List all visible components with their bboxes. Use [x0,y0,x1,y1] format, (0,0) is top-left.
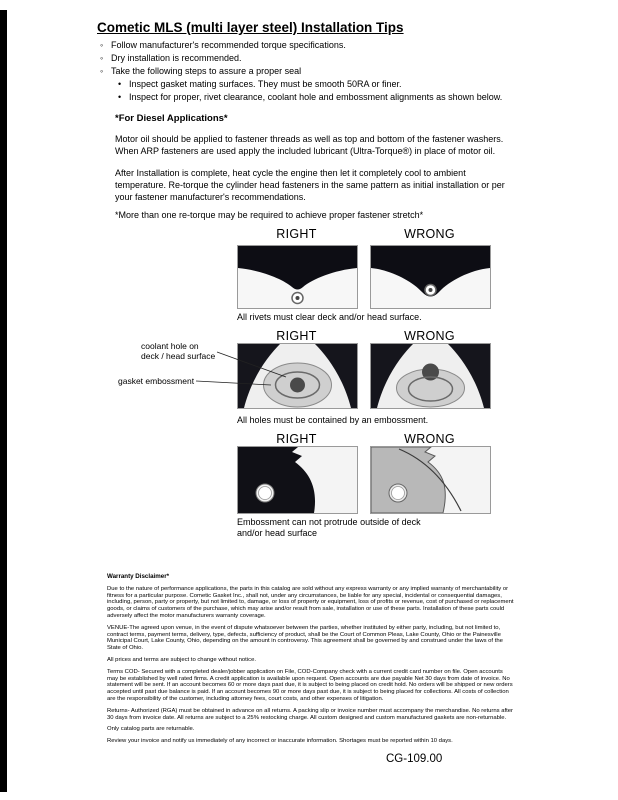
wrong-column-label: WRONG [404,432,455,446]
disclaimer-paragraph: Returns- Authorized (RGA) must be obtained in advance on all returns. A packing slip or invoice number must accompany the merchandise. No returns after 30 days from invoice date. All returns are subject to a 25% restocking charge. All custom designed and custom manufactured gaskets are non-returnable. [107,707,514,721]
tip-text: Inspect for proper, rivet clearance, coolant hole and embossment alignments as shown below. [129,92,503,102]
tip-text: Take the following steps to assure a proper seal [111,66,302,76]
diesel-paragraph-2: After Installation is complete, heat cycle the engine then let it completely cool to ambient temperature. Re-torque the cylinder head fasteners in the same pattern as initial installation or per your fastener manufacturer's recommendations. [115,168,505,202]
diagram-caption-holes: All holes must be contained by an embossment. [237,415,429,425]
diagram-caption-rivets: All rivets must clear deck and/or head surface. [237,312,422,322]
disclaimer-paragraph: All prices and terms are subject to change without notice. [107,656,256,663]
tip-item [100,52,502,65]
embossment-protrusion-wrong-diagram [370,446,491,514]
disclaimer-paragraph: Due to the nature of performance applications, the parts in this catalog are sold without any express warranty or any implied warranty of merchantability or fitness for a particular purpose. Cometic Gasket Inc., shall not, under any circumstances, be liable for any special, incidental or consequential damages, including, person, party or property, but not limited to, damage, or loss of property or equipment, loss of profits or revenue, cost of purchased or replacement goods, or claims of customers of the purchase, which may arise and/or result from sale, installation or use of these parts. Installation of these parts could adversely affect the motor manufacturers warranty coverage. [107,585,514,619]
coolant-hole-annotation [141,341,215,361]
rivet-clearance-right-diagram [237,245,358,309]
right-column-label: RIGHT [276,329,317,343]
tip-sub-item [118,91,502,104]
disclaimer-paragraph: VENUE-The agreed upon venue, in the event of dispute whatsoever between the parties, whether instituted by either party, including, but not limited to, contract terms, payment terms, delivery, type, defects, sufficiency of product, shall be the Court of Common Pleas, Lake County, Ohio or the Painesville Municipal Court, Lake County, Ohio, depending on the amount in controversy. This agreement shall be governed by and construed under the laws of the State of Ohio. [107,624,503,652]
installation-tips-list [100,39,502,104]
disclaimer-paragraph: Only catalog parts are returnable. [107,726,195,733]
tip-text: Follow manufacturer's recommended torque specifications. [111,40,346,50]
embossment-containment-right-diagram [237,343,358,409]
disclaimer-paragraph: Terms COD- Secured with a completed dealer/jobber application on File, COD-Company check with a current credit card number on file. Open accounts may be established by well rated firms. A credit application is available upon request. Open accounts are due payable Net 30 days from date of invoice. No statement will be sent. If an account becomes 60 or more days past due, it is subject to being placed on credit hold. No orders will be shipped or new orders accepted until past due balance is paid. If an account becomes 90 or more days past due, it is subject to being placed for collections. All costs of collection are the responsibility of the customer, including attorney fees, court costs, and other expenses of litigation. [107,668,513,702]
disclaimer-paragraph: Review your invoice and notify us immediately of any incorrect or inaccurate information. Shortages must be reported within 10 days. [107,738,453,745]
disclaimer-heading: Warranty Disclaimer* [107,573,170,580]
tip-item [100,39,502,52]
tip-text: Inspect gasket mating surfaces. They must be smooth 50RA or finer. [129,79,402,89]
annotation-text: deck / head surface [141,351,216,361]
right-column-label: RIGHT [276,432,317,446]
embossment-protrusion-right-diagram [237,446,358,514]
wrong-column-label: WRONG [404,329,455,343]
embossment-containment-wrong-diagram [370,343,491,409]
page-code: CG-109.00 [386,753,443,765]
gasket-embossment-annotation: gasket embossment [118,376,195,386]
diesel-applications-heading: *For Diesel Applications* [115,113,228,124]
tip-sub-item [118,78,502,91]
wrong-column-label: WRONG [404,227,455,241]
diagram-section [0,225,618,545]
right-column-label: RIGHT [276,227,317,241]
diagram-caption-protrusion: Embossment can not protrude outside of deck and/or head surface [237,517,421,538]
rivet-clearance-wrong-diagram [370,245,491,309]
page-title: Cometic MLS (multi layer steel) Installation Tips [97,20,404,35]
warranty-disclaimer [107,574,514,750]
annotation-text: coolant hole on [141,341,199,351]
tip-item [100,65,502,78]
diesel-paragraph-1: Motor oil should be applied to fastener threads as well as top and bottom of the fastener washers. When ARP fasteners are used apply the included lubricant (Ultra-Torque®) in place of motor oil. [115,134,504,156]
retorque-note: *More than one re-torque may be required to achieve proper fastener stretch* [115,210,424,220]
tip-text: Dry installation is recommended. [111,53,242,63]
